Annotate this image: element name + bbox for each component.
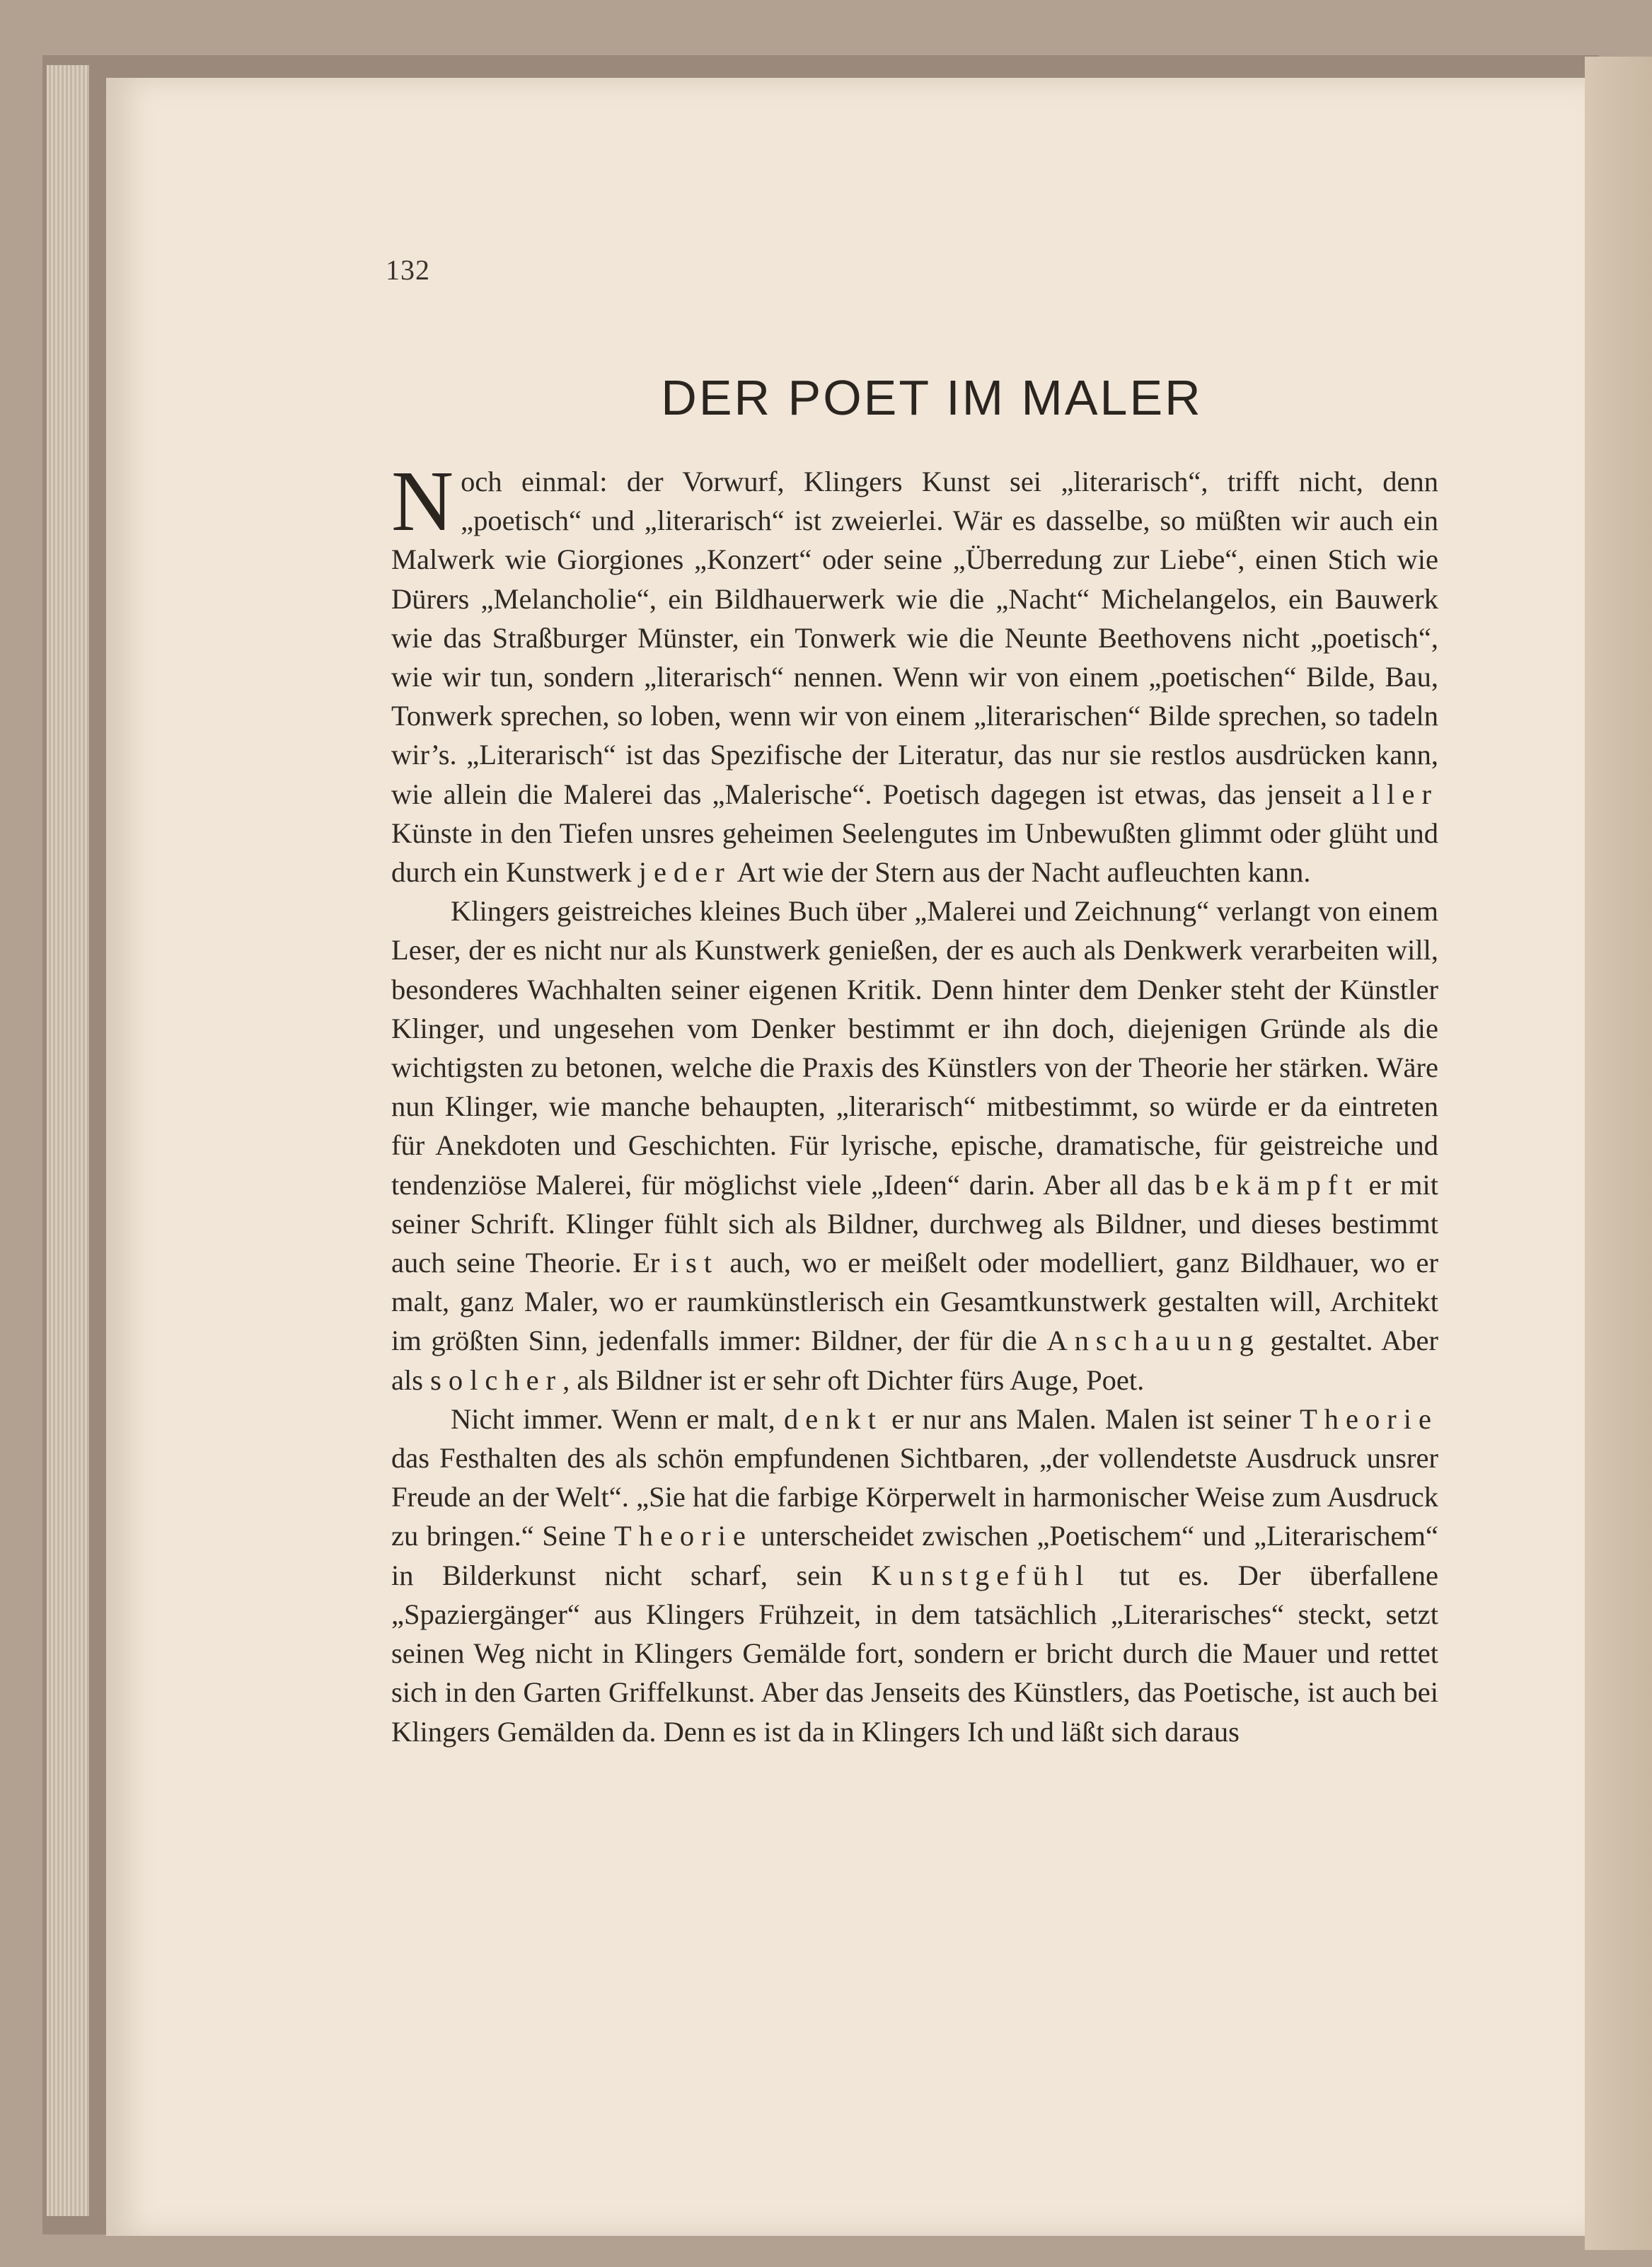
emphasis-spaced-text: jeder [638, 856, 732, 889]
text-segment: er mit seiner Schrift. Klinger fühlt sich als Bildner, durchweg als Bildner, und dieses bestimmt auch seine Theorie. Er [391, 1168, 1438, 1279]
text-segment: Art wie der Stern aus der Nacht aufleuchten kann. [731, 856, 1311, 889]
page-number: 132 [386, 254, 430, 286]
emphasis-spaced-text: ist [670, 1247, 720, 1279]
page-edges-right [1585, 57, 1652, 2250]
text-segment: das Festhalten des als schön empfundenen Sichtbaren, „der vollendetste Ausdruck unsrer Freude an der Welt“. „Sie hat die farbige Körperwelt in harmonischer Weise zum Ausdruck zu bringen.“ Seine [391, 1442, 1438, 1552]
text-segment: Künste in den Tiefen unsres geheimen Seelengutes im Unbewußten glimmt oder glüht und durch ein Kunstwerk [391, 817, 1438, 889]
text-segment: tut es. Der überfallene „Spaziergänger“ aus Klingers Frühzeit, in dem tatsächlich „Literarisches“ steckt, setzt seinen Weg nicht in Klingers Gemälde fort, sondern er bricht durch die Mauer und rettet sich in den Garten Griffelkunst. Aber das Jenseits des Künstlers, das Poetische, ist auch bei Klingers Gemälden da. Denn es ist da in Klingers Ich und läßt sich daraus [391, 1559, 1438, 1748]
drop-cap: N [391, 454, 454, 549]
emphasis-spaced-text: aller [1352, 778, 1438, 810]
emphasis-spaced-text: denkt [783, 1402, 883, 1435]
paragraph [391, 892, 1438, 1400]
text-segment: och einmal: der Vorwurf, Klingers Kunst sei „literarisch“, trifft nicht, denn „poetisch“ und „literarisch“ ist zweierlei. Wär es dasselbe, so müßten wir auch ein Malwerk wie Giorgiones „Konzert“ oder seine „Überredung zur Liebe“, einen Stich wie Dürers „Melancholie“, ein Bildhauerwerk wie die „Nacht“ Michelangelos, ein Bauwerk wie das Straßburger Münster, ein Tonwerk wie die Neunte Beethovens nicht „poetisch“, wie wir tun, sondern „literarisch“ nennen. Wenn wir von einem „poetischen“ Bilde, Bau, Tonwerk sprechen, so loben, wenn wir von einem „literarischen“ Bilde sprechen, so tadeln wir’s. „Literarisch“ ist das Spezifische der Literatur, das nur sie restlos ausdrücken kann, wie allein die Malerei das „Malerische“. Poetisch dagegen ist etwas, das jenseit [391, 466, 1438, 810]
emphasis-spaced-text: bekämpft [1194, 1168, 1360, 1201]
paragraph [391, 1400, 1438, 1751]
text-segment: , als Bildner ist er sehr oft Dichter fürs Auge, Poet. [562, 1363, 1145, 1396]
emphasis-spaced-text: Theorie [613, 1520, 753, 1552]
text-segment: Klingers geistreiches kleines Buch über „Malerei und Zeichnung“ verlangt von einem Leser, der es nicht nur als Kunstwerk genießen, der es auch als Denkwerk verarbeiten will, besonderes Wachhalten seiner eigenen Kritik. Denn hinter dem Denker steht der Künstler Klinger, und ungesehen vom Denker bestimmt er ihn doch, diejenigen Gründe als die wichtigsten zu betonen, welche die Praxis des Künstlers von der Theorie her stärken. Wäre nun Klinger, wie manche behaupten, „literarisch“ mitbestimmt, so würde er da eintreten für Anekdoten und Geschichten. Für lyrische, epische, dramatische, für geistreiche und tendenziöse Malerei, für möglichst viele „Ideen“ darin. Aber all das [391, 895, 1438, 1201]
text-segment: er nur ans Malen. Malen ist seiner [882, 1402, 1300, 1435]
emphasis-spaced-text: Theorie [1300, 1402, 1438, 1435]
body-text [391, 454, 1438, 1751]
text-segment: auch, wo er meißelt oder modelliert, ganz Bildhauer, wo er malt, ganz Maler, wo er raumkünstlerisch ein Gesamtkunstwerk gestalten will, Architekt im größten Sinn, jedenfalls immer: Bildner, der für die [391, 1247, 1438, 1357]
text-segment: Nicht immer. Wenn er malt, [451, 1402, 784, 1435]
paragraph [391, 454, 1438, 892]
emphasis-spaced-text: Kunstgefühl [871, 1559, 1091, 1591]
emphasis-spaced-text: Anschauung [1046, 1325, 1261, 1357]
page-edges-left [47, 65, 89, 2216]
chapter-title: DER POET IM MALER [661, 370, 1203, 425]
emphasis-spaced-text: solcher [430, 1363, 563, 1396]
text-segment: gestaltet. Aber als [391, 1325, 1438, 1396]
text-segment: unterscheidet zwischen „Poetischem“ und „Literarischem“ in Bilderkunst nicht scharf, sein [391, 1520, 1438, 1591]
